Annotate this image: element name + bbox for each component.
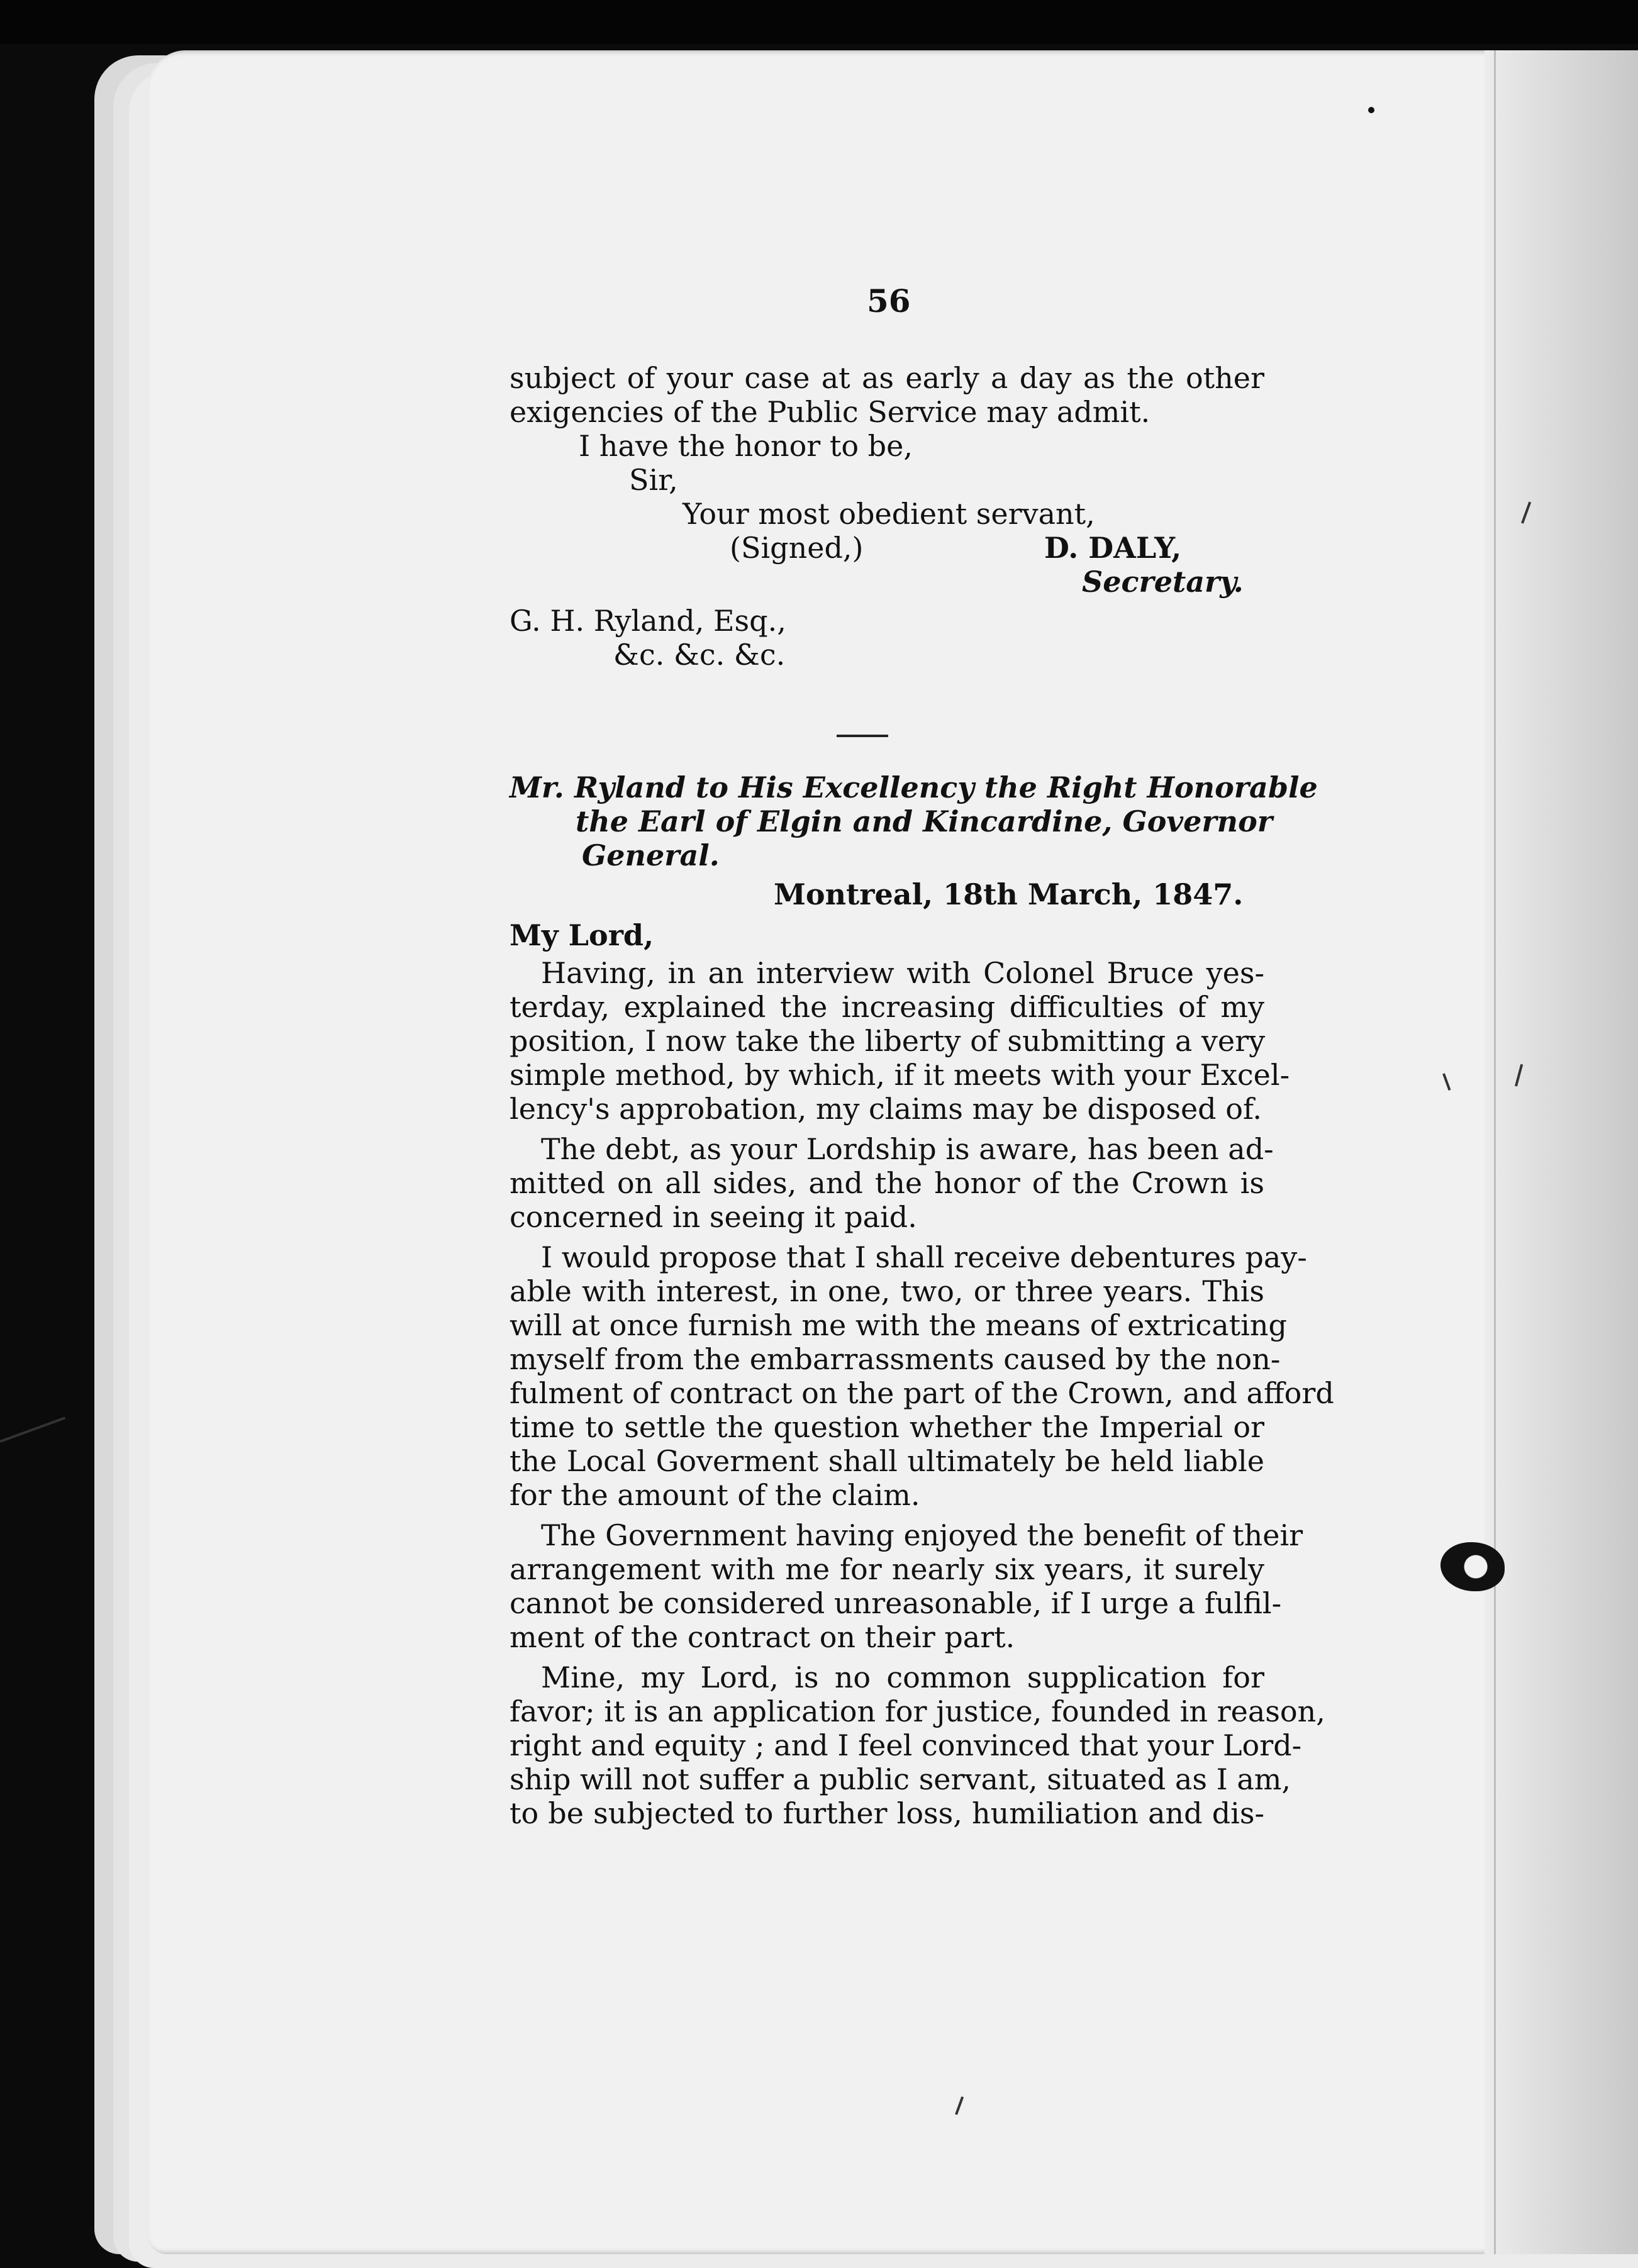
- text-line: right and equity ; and I feel convinced that your Lord-: [510, 1728, 1302, 1762]
- text-line: will at once furnish me with the means of extricating: [510, 1308, 1287, 1342]
- letter-heading: General.: [582, 838, 720, 872]
- closing-line: Your most obedient servant,: [682, 497, 1095, 531]
- text-line: arrangement with me for nearly six years, it surely: [510, 1552, 1264, 1586]
- section-divider: [837, 735, 888, 737]
- text-line: simple method, by which, if it meets with your Excel-: [510, 1058, 1290, 1092]
- addressee-etc: &c. &c. &c.: [613, 638, 786, 672]
- text-line: favor; it is an application for justice, founded in reason,: [510, 1694, 1325, 1728]
- signed-note: (Signed,): [730, 531, 864, 565]
- page-number: 56: [867, 282, 911, 320]
- text-line: exigencies of the Public Service may admit.: [510, 395, 1150, 429]
- text-line: cannot be considered unreasonable, if I urge a fulfil-: [510, 1586, 1282, 1620]
- text-line: for the amount of the claim.: [510, 1478, 920, 1512]
- text-line: subject of your case at as early a day as the other: [510, 361, 1264, 395]
- addressee-name: G. H. Ryland, Esq.,: [510, 604, 786, 638]
- text-line: I would propose that I shall receive debentures pay-: [541, 1240, 1307, 1274]
- text-line: to be subjected to further loss, humiliation and dis-: [510, 1796, 1264, 1830]
- signatory-name: D. DALY,: [1044, 531, 1182, 565]
- text-line: concerned in seeing it paid.: [510, 1200, 917, 1234]
- text-line: able with interest, in one, two, or three years. This: [510, 1274, 1264, 1308]
- letter-heading: the Earl of Elgin and Kincardine, Governor: [576, 804, 1273, 838]
- text-line: position, I now take the liberty of submitting a very: [510, 1024, 1266, 1058]
- text-line: mitted on all sides, and the honor of the Crown is: [510, 1166, 1264, 1200]
- text-line: The debt, as your Lordship is aware, has been ad-: [541, 1132, 1274, 1166]
- signatory-title: Secretary.: [1082, 565, 1244, 599]
- text-line: I have the honor to be,: [579, 429, 913, 463]
- text-line: The Government having enjoyed the benefit of their: [541, 1518, 1303, 1552]
- text-line: the Local Goverment shall ultimately be held liable: [510, 1444, 1264, 1478]
- text-line: myself from the embarrassments caused by the non-: [510, 1342, 1281, 1376]
- dateline: Montreal, 18th March, 1847.: [774, 877, 1244, 911]
- text-line: ment of the contract on their part.: [510, 1620, 1015, 1654]
- salutation-line: My Lord,: [510, 918, 654, 952]
- text-line: Having, in an interview with Colonel Bruce yes-: [541, 956, 1264, 990]
- text-line: Mine, my Lord, is no common supplication for: [541, 1660, 1264, 1694]
- text-line: terday, explained the increasing difficulties of my: [510, 990, 1264, 1024]
- salutation-line: Sir,: [629, 463, 678, 497]
- text-line: lency's approbation, my claims may be disposed of.: [510, 1092, 1262, 1126]
- text-line: time to settle the question whether the Imperial or: [510, 1410, 1264, 1444]
- text-line: ship will not suffer a public servant, situated as I am,: [510, 1762, 1291, 1796]
- text-line: fulment of contract on the part of the Crown, and afford: [510, 1376, 1334, 1410]
- letter-heading: Mr. Ryland to His Excellency the Right Honorable: [510, 770, 1318, 804]
